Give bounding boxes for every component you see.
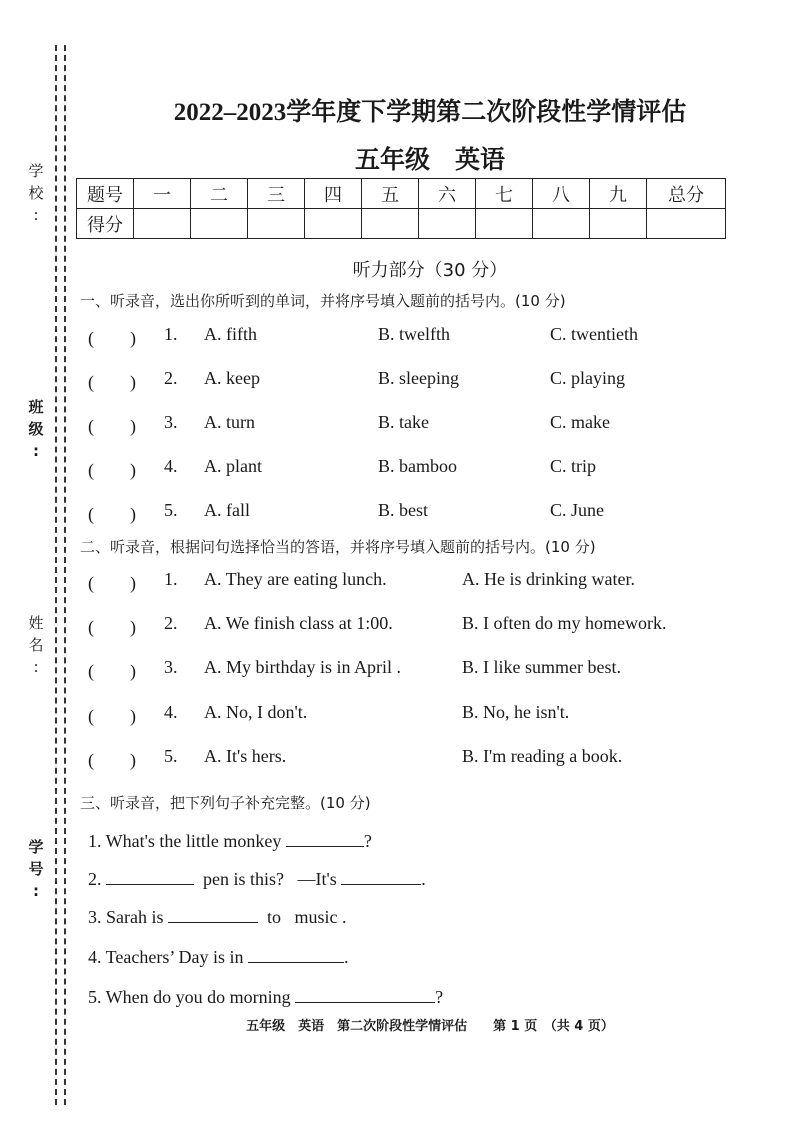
option-b: B. bamboo bbox=[378, 456, 457, 476]
name-label-char-2: 名 bbox=[28, 636, 44, 654]
score-header-cell: 六 bbox=[419, 179, 476, 209]
exam-subtitle: 五年级 英语 bbox=[354, 145, 505, 174]
option-c: C. make bbox=[550, 412, 610, 432]
score-cell[interactable] bbox=[476, 209, 533, 239]
sentence-text: ? bbox=[363, 831, 372, 851]
option-b: B. take bbox=[378, 412, 429, 432]
part3-sentence-2 bbox=[88, 866, 426, 890]
number-label-char-1: 学 bbox=[28, 838, 44, 856]
option-c: C. trip bbox=[550, 456, 597, 476]
score-cell[interactable] bbox=[305, 209, 362, 239]
option-b: B. I'm reading a book. bbox=[462, 746, 623, 766]
item-number: 3. bbox=[164, 412, 178, 432]
answer-blank[interactable] bbox=[295, 984, 435, 1003]
score-cell[interactable] bbox=[134, 209, 191, 239]
option-a: A. plant bbox=[204, 456, 262, 476]
part3-instruction: 三、听录音，把下列句子补充完整。(10 分) bbox=[80, 794, 371, 812]
item-number: 4. bbox=[164, 702, 178, 722]
score-header-cell: 四 bbox=[305, 179, 362, 209]
option-a: A. fifth bbox=[204, 324, 257, 344]
sentence-text: ? bbox=[435, 987, 444, 1007]
option-c: C. June bbox=[550, 500, 604, 520]
answer-bracket[interactable]: ( ) bbox=[88, 617, 136, 637]
sentence-text: 2. bbox=[88, 869, 106, 889]
sentence-text: 4. Teachers’ Day is in bbox=[88, 947, 249, 967]
score-cell[interactable] bbox=[362, 209, 419, 239]
score-header-cell: 九 bbox=[590, 179, 647, 209]
class-label-colon: : bbox=[33, 442, 39, 460]
answer-bracket[interactable]: ( ) bbox=[88, 328, 136, 348]
number-label-colon: : bbox=[33, 882, 39, 900]
option-a: A. No, I don't. bbox=[204, 702, 308, 722]
score-table-score-row bbox=[77, 209, 726, 239]
part1-instruction: 一、听录音，选出你所听到的单词，并将序号填入题前的括号内。(10 分) bbox=[80, 292, 566, 310]
class-label-char-1: 班 bbox=[28, 398, 44, 416]
option-a: A. My birthday is in April . bbox=[204, 657, 401, 677]
score-header-cell: 八 bbox=[533, 179, 590, 209]
name-label-char-1: 姓 bbox=[28, 614, 44, 632]
score-header-cell: 二 bbox=[191, 179, 248, 209]
class-label-char-2: 级 bbox=[28, 420, 44, 438]
option-c: C. playing bbox=[550, 368, 625, 388]
option-a: A. It's hers. bbox=[204, 746, 287, 766]
answer-blank[interactable] bbox=[341, 866, 421, 885]
total-score-cell[interactable] bbox=[647, 209, 726, 239]
answer-blank[interactable] bbox=[168, 904, 258, 923]
score-cell[interactable] bbox=[419, 209, 476, 239]
option-b: B. I often do my homework. bbox=[462, 613, 667, 633]
name-label-colon: : bbox=[33, 658, 39, 676]
option-a: A. They are eating lunch. bbox=[204, 569, 387, 589]
student-number-label bbox=[26, 836, 46, 902]
name-label bbox=[26, 612, 46, 678]
item-number: 5. bbox=[164, 500, 178, 520]
score-row-label: 得分 bbox=[77, 209, 134, 239]
score-cell[interactable] bbox=[248, 209, 305, 239]
school-label-char-1: 学 bbox=[28, 162, 44, 180]
score-header-cell: 七 bbox=[476, 179, 533, 209]
answer-blank[interactable] bbox=[248, 944, 344, 963]
score-header-cell: 总分 bbox=[647, 179, 726, 209]
score-table bbox=[76, 178, 726, 239]
option-b: B. No, he isn't. bbox=[462, 702, 570, 722]
option-b: B. I like summer best. bbox=[462, 657, 621, 677]
sentence-text: . bbox=[344, 947, 349, 967]
score-cell[interactable] bbox=[533, 209, 590, 239]
item-number: 4. bbox=[164, 456, 178, 476]
answer-bracket[interactable]: ( ) bbox=[88, 460, 136, 480]
school-label-char-2: 校 bbox=[28, 184, 44, 202]
listening-section-heading: 听力部分（30 分） bbox=[352, 260, 508, 281]
part3-sentence-4 bbox=[88, 944, 349, 968]
sentence-text: . bbox=[421, 869, 426, 889]
answer-bracket[interactable]: ( ) bbox=[88, 372, 136, 392]
score-header-cell: 题号 bbox=[77, 179, 134, 209]
score-header-cell: 五 bbox=[362, 179, 419, 209]
item-number: 1. bbox=[164, 569, 178, 589]
number-label-char-2: 号 bbox=[28, 860, 44, 878]
answer-bracket[interactable]: ( ) bbox=[88, 661, 136, 681]
option-a: A. turn bbox=[204, 412, 255, 432]
option-a: A. keep bbox=[204, 368, 260, 388]
item-number: 1. bbox=[164, 324, 178, 344]
page-footer: 五年级 英语 第二次阶段性学情评估 第 1 页 （共 4 页） bbox=[246, 1019, 614, 1034]
item-number: 5. bbox=[164, 746, 178, 766]
exam-title: 2022–2023学年度下学期第二次阶段性学情评估 bbox=[173, 99, 687, 126]
score-header-cell: 三 bbox=[248, 179, 305, 209]
option-a: A. fall bbox=[204, 500, 250, 520]
score-cell[interactable] bbox=[191, 209, 248, 239]
answer-bracket[interactable]: ( ) bbox=[88, 573, 136, 593]
score-header-cell: 一 bbox=[134, 179, 191, 209]
sentence-text: 1. What's the little monkey bbox=[88, 831, 286, 851]
answer-blank[interactable] bbox=[286, 828, 364, 847]
option-b: B. best bbox=[378, 500, 429, 520]
option-b: B. twelfth bbox=[378, 324, 450, 344]
item-number: 2. bbox=[164, 613, 178, 633]
class-label bbox=[26, 396, 46, 462]
sentence-text: 5. When do you do morning bbox=[88, 987, 296, 1007]
item-number: 3. bbox=[164, 657, 178, 677]
answer-bracket[interactable]: ( ) bbox=[88, 750, 136, 770]
binding-line-inner bbox=[64, 45, 66, 1105]
binding-line-outer bbox=[55, 45, 57, 1105]
sentence-text: 3. Sarah is bbox=[88, 907, 168, 927]
answer-bracket[interactable]: ( ) bbox=[88, 416, 136, 436]
item-number: 2. bbox=[164, 368, 178, 388]
score-cell[interactable] bbox=[590, 209, 647, 239]
school-label bbox=[26, 160, 46, 226]
option-b: A. He is drinking water. bbox=[462, 569, 635, 589]
part2-instruction: 二、听录音，根据问句选择恰当的答语，并将序号填入题前的括号内。(10 分) bbox=[80, 538, 596, 556]
part3-sentence-3 bbox=[88, 904, 347, 928]
score-table-header-row bbox=[77, 179, 726, 209]
answer-bracket[interactable]: ( ) bbox=[88, 504, 136, 524]
option-b: B. sleeping bbox=[378, 368, 459, 388]
answer-blank[interactable] bbox=[106, 866, 194, 885]
sentence-text: to music . bbox=[258, 907, 347, 927]
school-label-colon: : bbox=[33, 206, 39, 224]
option-a: A. We finish class at 1:00. bbox=[204, 613, 393, 633]
answer-bracket[interactable]: ( ) bbox=[88, 706, 136, 726]
sentence-text: pen is this? —It's bbox=[194, 869, 342, 889]
part3-sentence-5 bbox=[88, 984, 443, 1008]
option-c: C. twentieth bbox=[550, 324, 638, 344]
part3-sentence-1 bbox=[88, 828, 372, 852]
